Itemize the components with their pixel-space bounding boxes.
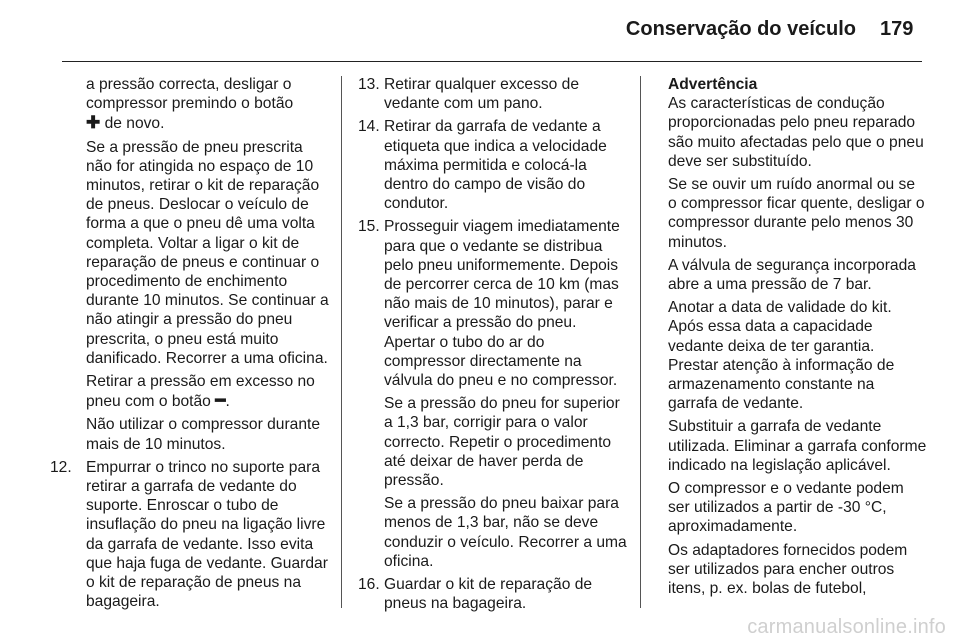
list-item-text: Prosseguir viagem imediatamente para que o vedante se distribua pelo pneu uniformemente. Depois de percorrer cerca de 10 km (mas não mais de 10 minutos), parar e verificar a pressão do pneu. Apertar o tubo do ar do compressor directamente na válvula do pneu e no compressor. bbox=[384, 218, 620, 390]
header-divider bbox=[62, 61, 922, 62]
paragraph: Não utilizar o compressor durante mais de 10 minutos. bbox=[86, 416, 321, 453]
paragraph: Se se ouvir um ruído anormal ou se o compressor ficar quente, desligar o compressor durante pelo menos 30 minutos. bbox=[668, 176, 925, 251]
paragraph: Se a pressão de pneu prescrita não for atingida no espaço de 10 minutos, retirar o kit de reparação de pneus. Deslocar o veículo de forma a que o pneu dê uma volta completa. Voltar a ligar o kit de reparação de pneus e continuar o procedimento de enchimento durante 10 minutos. Se continuar a não atingir a pressão do pneu prescrita, o pneu está muito danificado. Recorrer a uma oficina. bbox=[86, 138, 329, 367]
watermark: carmanualsonline.info bbox=[747, 616, 946, 638]
paragraph: As características de condução proporcionadas pelo pneu reparado são muito afectadas pelo que o pneu deve ser substituído. bbox=[668, 95, 924, 170]
paragraph-text: de novo. bbox=[104, 115, 165, 133]
paragraph bbox=[62, 372, 330, 411]
paragraph bbox=[62, 75, 330, 134]
list-item-text: Retirar da garrafa de vedante a etiqueta que indica a velocidade máxima permitida e colocá-la dentro do campo de visão do condutor. bbox=[384, 118, 607, 213]
paragraph: Substituir a garrafa de vedante utilizada. Eliminar a garrafa conforme indicado na legislação aplicável. bbox=[668, 418, 927, 474]
list-item bbox=[360, 75, 628, 113]
list-item bbox=[360, 117, 628, 213]
column-middle bbox=[360, 75, 628, 617]
list-item-text: Guardar o kit de reparação de pneus na bagageira. bbox=[384, 576, 593, 613]
page-title: Conservação do veículo bbox=[625, 18, 856, 40]
minus-icon: ━ bbox=[215, 391, 226, 411]
list-item-number: 12. bbox=[50, 458, 72, 476]
warning-heading: Advertência bbox=[668, 76, 758, 93]
column-left bbox=[50, 75, 330, 615]
page-number: 179 bbox=[880, 18, 914, 40]
column-right bbox=[668, 75, 928, 602]
list-item bbox=[50, 458, 330, 612]
paragraph: A válvula de segurança incorporada abre a uma pressão de 7 bar. bbox=[668, 256, 916, 294]
paragraph-text: . bbox=[225, 393, 230, 411]
list-item-number: 15. bbox=[358, 218, 380, 236]
list-item-number: 14. bbox=[358, 118, 380, 136]
list-item-number: 13. bbox=[358, 76, 380, 93]
list-item-text: Se a pressão do pneu baixar para menos de 1,3 bar, não se deve conduzir o veículo. Recorrer a uma oficina. bbox=[384, 495, 627, 570]
plus-icon: ✚ bbox=[86, 113, 101, 133]
column-divider bbox=[341, 76, 342, 608]
paragraph-text: Retirar a pressão em excesso no pneu com o botão bbox=[86, 373, 315, 411]
paragraph: O compressor e o vedante podem ser utilizados a partir de -30 °C, aproximadamente. bbox=[668, 480, 904, 536]
list-item-text: Empurrar o trinco no suporte para retirar a garrafa de vedante do suporte. Enroscar o tubo de insuflação do pneu na ligação livre da garrafa de vedante. Isso evita que haja fuga de vedante. Guardar o kit de reparação de pneus na bagageira. bbox=[86, 458, 328, 611]
list-item-text: Retirar qualquer excesso de vedante com um pano. bbox=[384, 76, 580, 113]
list-item-number: 16. bbox=[358, 576, 380, 594]
column-divider bbox=[640, 76, 641, 608]
list-item-text: Se a pressão do pneu for superior a 1,3 bar, corrigir para o valor correcto. Repetir o procedimento até deixar de haver perda de pressão. bbox=[384, 395, 620, 490]
list-item bbox=[360, 575, 628, 613]
paragraph: Os adaptadores fornecidos podem ser utilizados para encher outros itens, p. ex. bolas de futebol, bbox=[668, 541, 908, 598]
list-item bbox=[360, 217, 628, 571]
paragraph: Anotar a data de validade do kit. Após essa data a capacidade vedante deixa de ter garantia. Prestar atenção à informação de armazenamento constante na garrafa de vedante. bbox=[668, 299, 895, 413]
paragraph-text: a pressão correcta, desligar o compressor premindo o botão bbox=[86, 76, 294, 113]
